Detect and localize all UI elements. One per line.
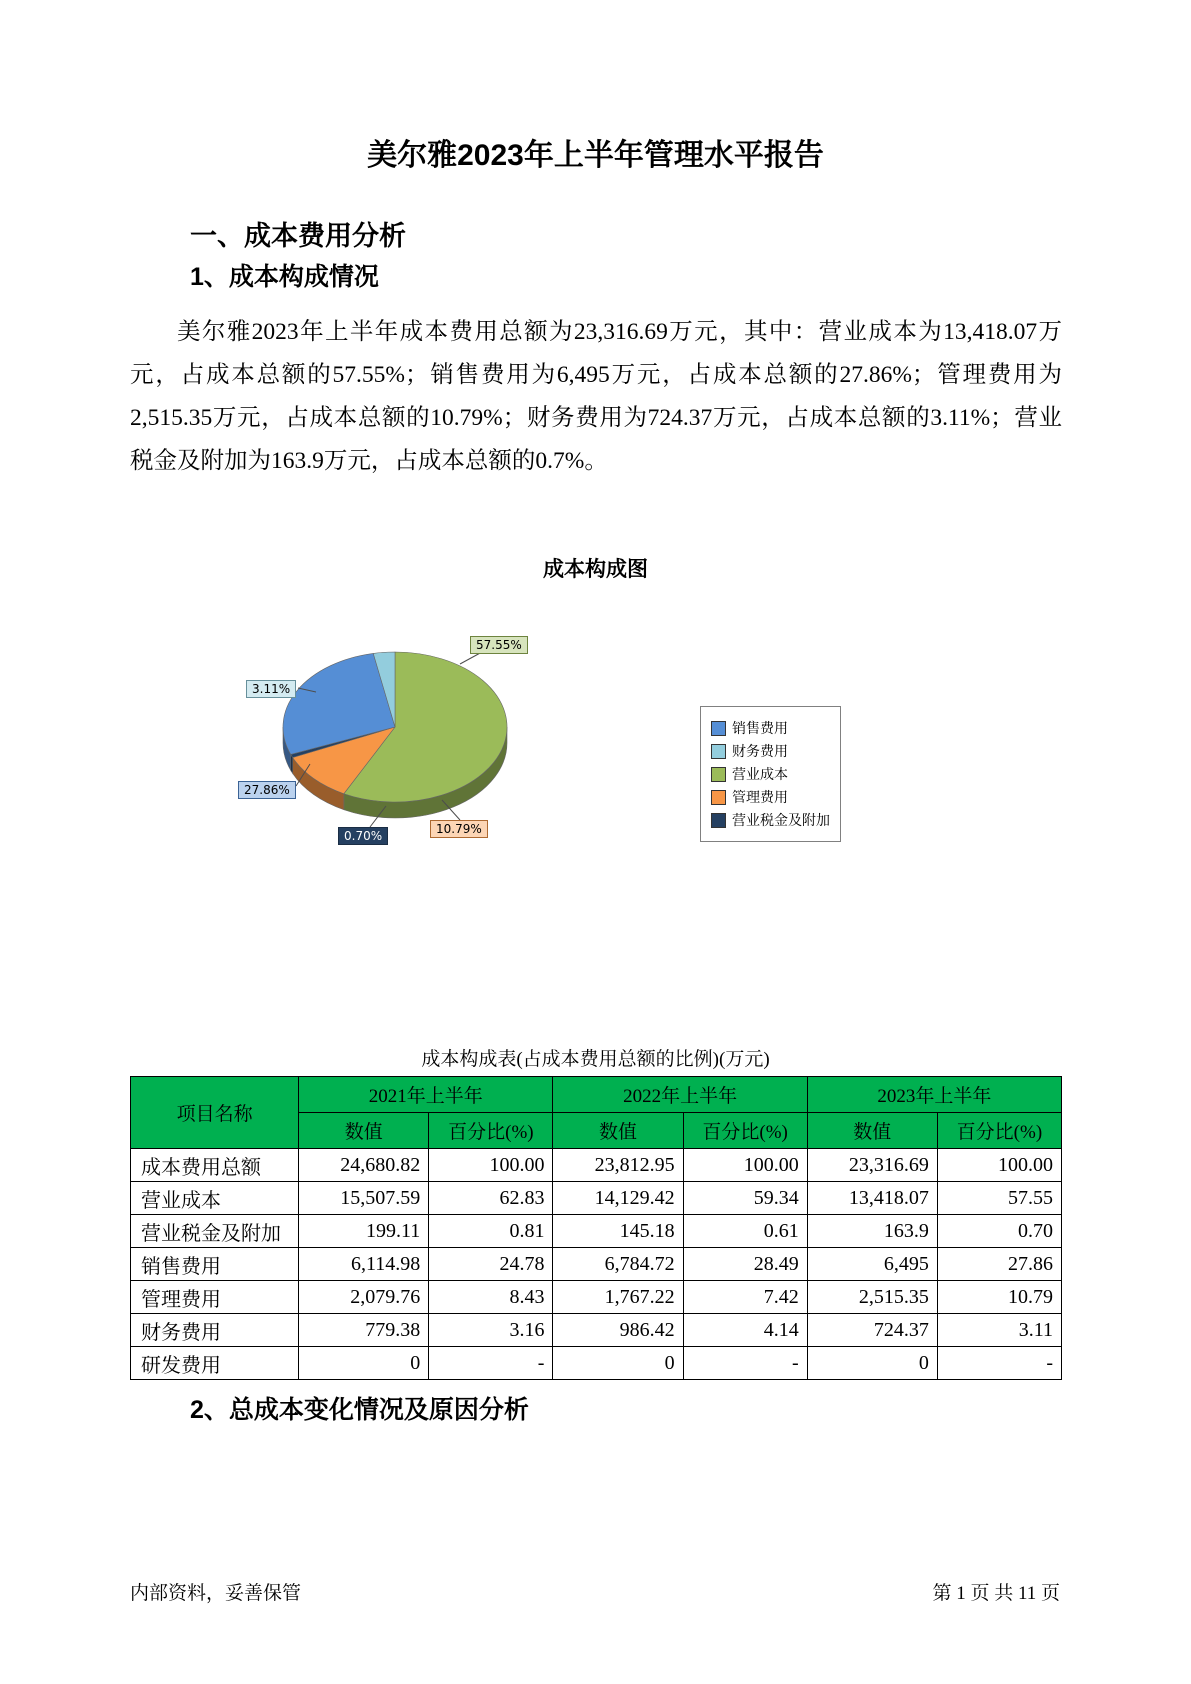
col-header-value: 数值 [299, 1113, 429, 1149]
legend-item [711, 810, 830, 830]
value-cell: 100.00 [683, 1149, 807, 1182]
value-cell: 24,680.82 [299, 1149, 429, 1182]
value-cell: 4.14 [683, 1314, 807, 1347]
cost-table-body [131, 1149, 1062, 1380]
value-cell: 13,418.07 [807, 1182, 937, 1215]
value-cell: 1,767.22 [553, 1281, 683, 1314]
value-cell: 0.81 [429, 1215, 553, 1248]
value-cell: 145.18 [553, 1215, 683, 1248]
value-cell: 0.61 [683, 1215, 807, 1248]
pie-label: 3.11% [246, 680, 296, 698]
table-row [131, 1281, 1062, 1314]
value-cell: 23,812.95 [553, 1149, 683, 1182]
body-paragraph: 美尔雅2023年上半年成本费用总额为23,316.69万元，其中：营业成本为13,418.07万元，占成本总额的57.55%；销售费用为6,495万元，占成本总额的27.86%；管理费用为2,515.35万元，占成本总额的10.79%；财务费用为724.37万元，占成本总额的3.11%；营业税金及附加为163.9万元，占成本总额的0.7%。 [130, 319, 1062, 474]
value-cell: 2,515.35 [807, 1281, 937, 1314]
pie-label: 10.79% [430, 820, 488, 838]
value-cell: 0 [299, 1347, 429, 1380]
value-cell: 3.11 [937, 1314, 1061, 1347]
value-cell: 15,507.59 [299, 1182, 429, 1215]
value-cell: 6,114.98 [299, 1248, 429, 1281]
value-cell: - [683, 1347, 807, 1380]
legend-label: 管理费用 [732, 789, 788, 805]
footer-page-number: 第 1 页 共 11 页 [932, 1583, 1060, 1604]
value-cell: - [937, 1347, 1061, 1380]
table-row [131, 1215, 1062, 1248]
legend-item [711, 718, 830, 738]
col-header-value: 数值 [553, 1113, 683, 1149]
col-header-value: 数值 [807, 1113, 937, 1149]
row-name-cell: 管理费用 [131, 1281, 299, 1314]
col-header-percent: 百分比(%) [683, 1113, 807, 1149]
legend-item [711, 741, 830, 761]
row-name-cell: 成本费用总额 [131, 1149, 299, 1182]
value-cell: 199.11 [299, 1215, 429, 1248]
value-cell: 10.79 [937, 1281, 1061, 1314]
row-name-cell: 财务费用 [131, 1314, 299, 1347]
value-cell: 0.70 [937, 1215, 1061, 1248]
subsection-heading-total-cost-change: 2、总成本变化情况及原因分析 [190, 1396, 529, 1424]
value-cell: 28.49 [683, 1248, 807, 1281]
legend-label: 销售费用 [732, 720, 788, 736]
value-cell: 6,784.72 [553, 1248, 683, 1281]
table-row [131, 1314, 1062, 1347]
table-row [131, 1347, 1062, 1380]
legend-label: 营业税金及附加 [732, 812, 830, 828]
row-name-cell: 销售费用 [131, 1248, 299, 1281]
value-cell: 57.55 [937, 1182, 1061, 1215]
col-header-item-name: 项目名称 [131, 1077, 299, 1149]
row-name-cell: 营业成本 [131, 1182, 299, 1215]
value-cell: 24.78 [429, 1248, 553, 1281]
value-cell: 163.9 [807, 1215, 937, 1248]
value-cell: 2,079.76 [299, 1281, 429, 1314]
value-cell: 3.16 [429, 1314, 553, 1347]
legend-label: 营业成本 [732, 766, 788, 782]
pie-label: 27.86% [238, 781, 296, 799]
chart-title: 成本构成图 [543, 558, 648, 581]
value-cell: 100.00 [429, 1149, 553, 1182]
table-row [131, 1182, 1062, 1215]
subsection-heading-cost-composition: 1、成本构成情况 [190, 263, 379, 291]
row-name-cell: 研发费用 [131, 1347, 299, 1380]
table-row [131, 1149, 1062, 1182]
legend-swatch [711, 767, 726, 782]
value-cell: 724.37 [807, 1314, 937, 1347]
cost-table-wrap [130, 1076, 1062, 1380]
legend-swatch [711, 721, 726, 736]
value-cell: - [429, 1347, 553, 1380]
col-header-2021: 2021年上半年 [299, 1077, 553, 1113]
legend-label: 财务费用 [732, 743, 788, 759]
table-caption: 成本构成表(占成本费用总额的比例)(万元) [421, 1049, 770, 1070]
col-header-2023: 2023年上半年 [807, 1077, 1061, 1113]
value-cell: 23,316.69 [807, 1149, 937, 1182]
page-title: 美尔雅2023年上半年管理水平报告 [367, 139, 824, 172]
value-cell: 14,129.42 [553, 1182, 683, 1215]
legend-swatch [711, 790, 726, 805]
legend-swatch [711, 744, 726, 759]
legend-swatch [711, 813, 726, 828]
pie-label: 57.55% [470, 636, 528, 654]
value-cell: 59.34 [683, 1182, 807, 1215]
footer-note: 内部资料，妥善保管 [130, 1583, 302, 1604]
value-cell: 62.83 [429, 1182, 553, 1215]
pie-chart-area [130, 594, 1062, 894]
col-header-2022: 2022年上半年 [553, 1077, 807, 1113]
value-cell: 7.42 [683, 1281, 807, 1314]
pie-label: 0.70% [338, 827, 388, 845]
value-cell: 0 [807, 1347, 937, 1380]
chart-legend [700, 706, 841, 842]
legend-item [711, 787, 830, 807]
table-row [131, 1248, 1062, 1281]
cost-table [130, 1076, 1062, 1380]
row-name-cell: 营业税金及附加 [131, 1215, 299, 1248]
value-cell: 0 [553, 1347, 683, 1380]
value-cell: 986.42 [553, 1314, 683, 1347]
col-header-percent: 百分比(%) [937, 1113, 1061, 1149]
pie-chart-svg [130, 594, 690, 894]
value-cell: 100.00 [937, 1149, 1061, 1182]
col-header-percent: 百分比(%) [429, 1113, 553, 1149]
legend-item [711, 764, 830, 784]
table-header-row-1 [131, 1077, 1062, 1113]
value-cell: 27.86 [937, 1248, 1061, 1281]
value-cell: 8.43 [429, 1281, 553, 1314]
section-heading-cost-analysis: 一、成本费用分析 [190, 221, 406, 251]
value-cell: 779.38 [299, 1314, 429, 1347]
value-cell: 6,495 [807, 1248, 937, 1281]
